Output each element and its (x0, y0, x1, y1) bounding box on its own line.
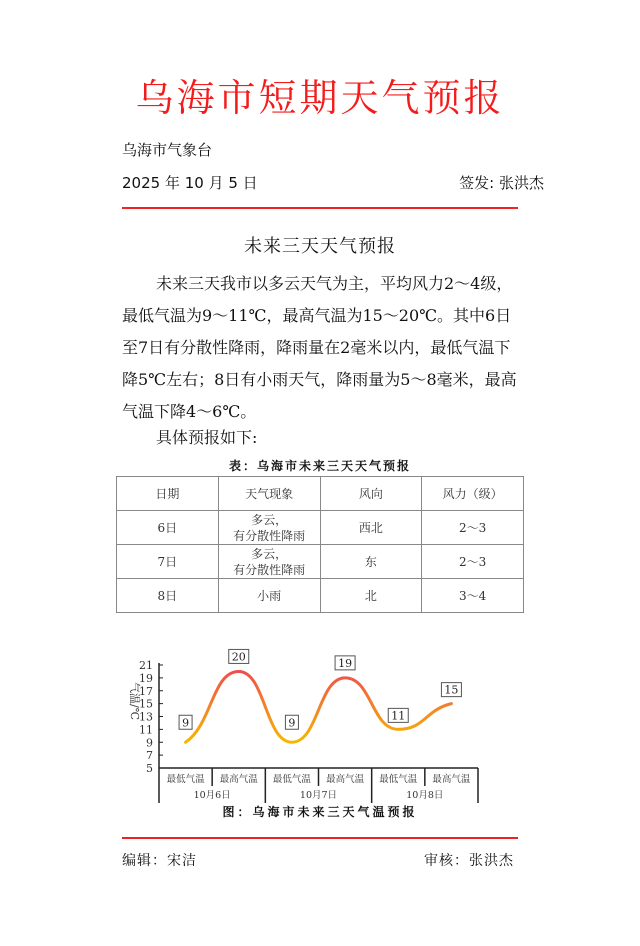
cell-wind-force: 3～4 (422, 579, 524, 613)
detail-intro: 具体预报如下: (156, 428, 258, 447)
y-tick-label: 19 (139, 671, 153, 685)
y-tick-label: 13 (139, 710, 153, 724)
header-weather: 天气现象 (218, 477, 320, 511)
x-tick-label: 最高气温 (219, 774, 258, 785)
data-label (388, 708, 408, 722)
editor: 编辑：宋洁 (122, 853, 197, 869)
page-title: 乌海市短期天气预报 (135, 76, 505, 120)
y-tick-label: 5 (146, 762, 153, 775)
data-label (229, 649, 249, 663)
data-label (179, 715, 192, 729)
header-wind-direction: 风向 (320, 477, 422, 511)
x-group-label: 10月7日 (299, 790, 338, 801)
data-label-text: 9 (288, 716, 296, 730)
cell-weather: 多云， 有分散性降雨 (218, 545, 320, 579)
organization: 乌海市气象台 (122, 141, 213, 159)
y-axis-label: 气温/℃ (128, 681, 141, 721)
forecast-text: 未来三天我市以多云天气为主，平均风力2～4级，最低气温为9～11℃，最高气温为15～20℃。其中6日至7日有分散性降雨，降雨量在2毫米以内，最低气温下降5℃左右；8日有小雨天气，降雨量为5～8毫米，最高气温下降4～6℃。 (122, 274, 517, 421)
cell-weather: 多云， 有分散性降雨 (218, 511, 320, 545)
table-row (117, 511, 524, 545)
x-tick-label: 最高气温 (326, 774, 365, 785)
cell-wind-direction: 北 (320, 579, 422, 613)
header-divider (122, 207, 518, 209)
y-tick-label: 15 (139, 697, 153, 711)
table-row (117, 545, 524, 579)
cell-wind-direction: 东 (320, 545, 422, 579)
cell-wind-force: 2～3 (422, 511, 524, 545)
forecast-table (116, 476, 524, 613)
data-label (285, 715, 298, 729)
data-label-text: 9 (182, 716, 190, 730)
y-axis (139, 659, 163, 775)
x-tick-label: 最高气温 (432, 774, 471, 785)
x-axis (159, 768, 478, 803)
header-date: 日期 (117, 477, 219, 511)
issue-date: 2025 年 10 月 5 日 (122, 174, 258, 192)
cell-wind-force: 2～3 (422, 545, 524, 579)
data-label-text: 11 (391, 709, 406, 723)
data-label-text: 19 (338, 656, 353, 670)
cell-date: 6日 (117, 511, 219, 545)
table-header-row (117, 477, 524, 511)
section-title: 未来三天天气预报 (244, 236, 396, 257)
y-tick-label: 9 (146, 736, 153, 750)
data-label-text: 15 (444, 683, 459, 697)
cell-date: 8日 (117, 579, 219, 613)
y-tick-label: 21 (139, 659, 153, 672)
table-row (117, 579, 524, 613)
x-tick-label: 最低气温 (166, 774, 205, 785)
data-labels (179, 649, 461, 729)
signer: 签发: 张洪杰 (459, 174, 544, 192)
x-tick-label: 最低气温 (379, 774, 418, 785)
temperature-chart (0, 640, 640, 810)
cell-weather: 小雨 (218, 579, 320, 613)
table-caption: 表：乌海市未来三天天气预报 (228, 459, 411, 473)
chart-caption: 图：乌海市未来三天气温预报 (222, 805, 418, 819)
y-tick-label: 11 (139, 723, 153, 737)
data-label (441, 683, 461, 697)
footer-divider (122, 837, 518, 839)
data-label-text: 20 (231, 650, 246, 664)
cell-date: 7日 (117, 545, 219, 579)
header-wind-force: 风力（级） (422, 477, 524, 511)
data-label (335, 656, 355, 670)
x-group-label: 10月6日 (193, 790, 231, 801)
reviewer: 审核：张洪杰 (424, 853, 514, 869)
x-group-label: 10月8日 (406, 790, 444, 801)
temperature-line (186, 671, 452, 742)
y-tick-label: 7 (146, 749, 153, 763)
y-tick-label: 17 (139, 684, 153, 698)
forecast-paragraph (122, 268, 522, 428)
cell-wind-direction: 西北 (320, 511, 422, 545)
x-tick-label: 最低气温 (272, 774, 311, 785)
